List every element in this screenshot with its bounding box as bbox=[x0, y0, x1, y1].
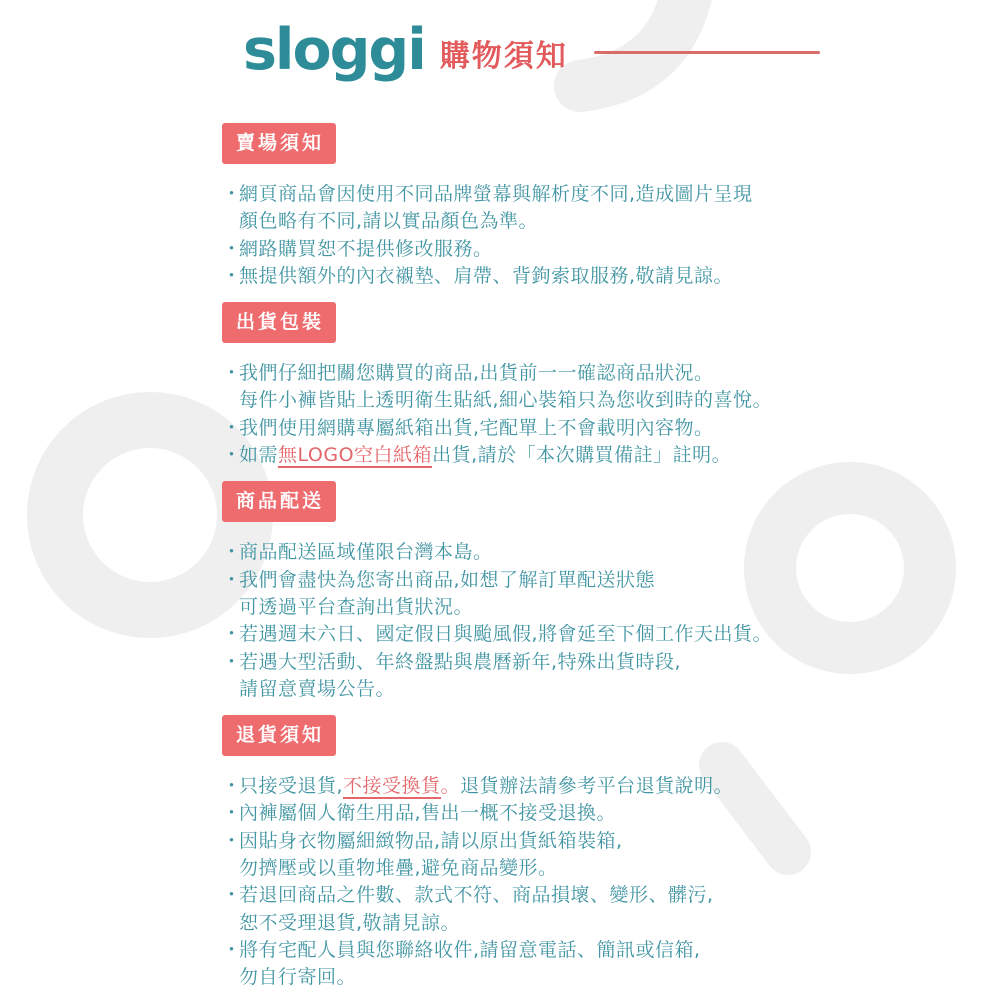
text-segment: 網頁商品會因使用不同品牌螢幕與解析度不同,造成圖片呈現 bbox=[239, 183, 753, 205]
list-item bbox=[222, 263, 784, 290]
text-segment: 若遇週末六日、國定假日與颱風假,將會延至下個工作天出貨。 bbox=[239, 623, 773, 646]
text-line bbox=[239, 910, 784, 937]
highlighted-text: 不接受換貨 bbox=[343, 775, 441, 798]
text-line bbox=[239, 828, 784, 855]
list-item bbox=[222, 181, 784, 236]
text-line bbox=[239, 621, 784, 648]
section-badge: 商品配送 bbox=[222, 481, 336, 522]
bullet-dot-icon: ・ bbox=[222, 416, 242, 439]
list-item bbox=[222, 828, 784, 883]
bullet-list bbox=[222, 360, 784, 469]
bullet-text bbox=[239, 236, 784, 263]
bullet-dot-icon: ・ bbox=[222, 938, 242, 961]
list-item bbox=[222, 539, 784, 566]
text-line bbox=[239, 387, 784, 414]
list-item bbox=[222, 882, 784, 937]
bullet-text bbox=[239, 649, 784, 704]
bullet-text bbox=[239, 539, 784, 566]
section-badge: 退貨須知 bbox=[222, 715, 336, 756]
text-segment: 只接受退貨, bbox=[239, 775, 344, 798]
bullet-dot-icon: ・ bbox=[222, 829, 242, 852]
text-segment: 若退回商品之件數、款式不符、商品損壞、變形、髒污, bbox=[239, 884, 714, 907]
bullet-dot-icon: ・ bbox=[222, 362, 242, 385]
list-item bbox=[222, 567, 784, 622]
bullet-text bbox=[239, 415, 784, 442]
watermark-ring-left bbox=[55, 420, 245, 610]
text-line bbox=[239, 360, 784, 387]
bullet-text bbox=[239, 882, 784, 937]
text-line bbox=[239, 649, 784, 676]
bullet-text bbox=[239, 937, 784, 992]
watermark-ring-right bbox=[770, 488, 930, 648]
bullet-text bbox=[239, 263, 784, 290]
text-segment: 因貼身衣物屬細緻物品,請以原出貨紙箱裝箱, bbox=[239, 829, 623, 852]
text-line bbox=[239, 676, 784, 703]
text-segment: 退貨辦法請參考平台退貨說明。 bbox=[460, 775, 734, 798]
bullet-dot-icon: ・ bbox=[222, 264, 242, 287]
section bbox=[222, 715, 784, 991]
bullet-dot-icon: ・ bbox=[222, 623, 242, 646]
text-segment: 若遇大型活動、年終盤點與農曆新年,特殊出貨時段, bbox=[239, 650, 682, 673]
section bbox=[222, 302, 784, 469]
bullet-text bbox=[239, 828, 784, 883]
section bbox=[222, 123, 784, 290]
list-item bbox=[222, 773, 784, 800]
bullet-text bbox=[239, 181, 784, 236]
text-segment: 勿擠壓或以重物堆疊,避免商品變形。 bbox=[239, 857, 558, 880]
text-line bbox=[239, 855, 784, 882]
list-item bbox=[222, 800, 784, 827]
text-line bbox=[239, 964, 784, 991]
bullet-dot-icon: ・ bbox=[222, 541, 242, 564]
list-item bbox=[222, 442, 784, 469]
text-segment: 將有宅配人員與您聯絡收件,請留意電話、簡訊或信箱, bbox=[239, 938, 701, 961]
section bbox=[222, 481, 784, 703]
text-segment: 商品配送區域僅限台灣本島。 bbox=[239, 541, 493, 564]
list-item bbox=[222, 937, 784, 992]
text-line bbox=[239, 236, 784, 263]
text-segment: 恕不受理退貨,敬請見諒。 bbox=[239, 911, 461, 934]
bullet-text bbox=[239, 442, 784, 469]
text-line bbox=[239, 415, 784, 442]
bullet-dot-icon: ・ bbox=[222, 568, 242, 591]
bullet-dot-icon: ・ bbox=[222, 802, 242, 825]
highlighted-text: 無LOGO空白紙箱 bbox=[278, 444, 433, 467]
text-segment: 顏色略有不同,請以實品顏色為準。 bbox=[239, 210, 539, 233]
bullet-text bbox=[239, 567, 784, 622]
text-segment: 無提供額外的內衣襯墊、肩帶、背鉤索取服務,敬請見諒。 bbox=[239, 264, 734, 287]
text-line bbox=[239, 773, 784, 800]
text-line bbox=[239, 263, 784, 290]
text-line bbox=[239, 539, 784, 566]
text-line bbox=[239, 594, 784, 621]
text-line bbox=[239, 567, 784, 594]
bullet-dot-icon: ・ bbox=[222, 884, 242, 907]
section-badge: 賣場須知 bbox=[222, 123, 336, 164]
text-segment: 網路購買恕不提供修改服務。 bbox=[239, 237, 493, 260]
text-segment: 請留意賣場公告。 bbox=[239, 677, 396, 700]
bullet-dot-icon: ・ bbox=[222, 775, 242, 798]
text-segment: 出貨,請於「本次購買備註」註明。 bbox=[432, 444, 732, 467]
section-badge: 出貨包裝 bbox=[222, 302, 336, 343]
bullet-dot-icon: ・ bbox=[222, 183, 242, 205]
bullet-dot-icon: ・ bbox=[222, 237, 242, 260]
list-item bbox=[222, 360, 784, 415]
text-segment: 我們仔細把關您購買的商品,出貨前一一確認商品狀況。 bbox=[239, 362, 714, 385]
text-segment: 內褲屬個人衛生用品,售出一概不接受退換。 bbox=[239, 802, 617, 825]
text-line bbox=[239, 800, 784, 827]
text-line bbox=[239, 937, 784, 964]
bullet-list bbox=[222, 539, 784, 703]
bullet-list bbox=[222, 181, 784, 290]
page-title: 購物須知 bbox=[439, 38, 568, 74]
list-item bbox=[222, 415, 784, 442]
bullet-text bbox=[239, 800, 784, 827]
text-line bbox=[239, 442, 784, 469]
text-line bbox=[239, 882, 784, 909]
bullet-text bbox=[239, 621, 784, 648]
list-item bbox=[222, 621, 784, 648]
text-segment: 我們會盡快為您寄出商品,如想了解訂單配送狀態 bbox=[239, 568, 656, 591]
text-segment: 勿自行寄回。 bbox=[239, 966, 357, 989]
bullet-dot-icon: ・ bbox=[222, 650, 242, 673]
text-segment: 我們使用網購專屬紙箱出貨,宅配單上不會載明內容物。 bbox=[239, 416, 714, 439]
text-line bbox=[239, 181, 784, 208]
list-item bbox=[222, 236, 784, 263]
header-divider bbox=[594, 51, 820, 54]
text-segment: 可透過平台查詢出貨狀況。 bbox=[239, 595, 474, 618]
header bbox=[243, 17, 820, 83]
bullet-list bbox=[222, 773, 784, 991]
sloggi-logo: sloggi bbox=[243, 17, 425, 83]
text-segment: 如需 bbox=[239, 444, 279, 467]
text-line bbox=[239, 208, 784, 235]
sections bbox=[222, 123, 784, 1004]
text-segment: 每件小褲皆貼上透明衛生貼紙,細心裝箱只為您收到時的喜悅。 bbox=[239, 389, 773, 412]
highlighted-text: 。 bbox=[440, 775, 461, 798]
list-item bbox=[222, 649, 784, 704]
bullet-dot-icon: ・ bbox=[222, 444, 242, 467]
bullet-text bbox=[239, 773, 784, 800]
bullet-text bbox=[239, 360, 784, 415]
